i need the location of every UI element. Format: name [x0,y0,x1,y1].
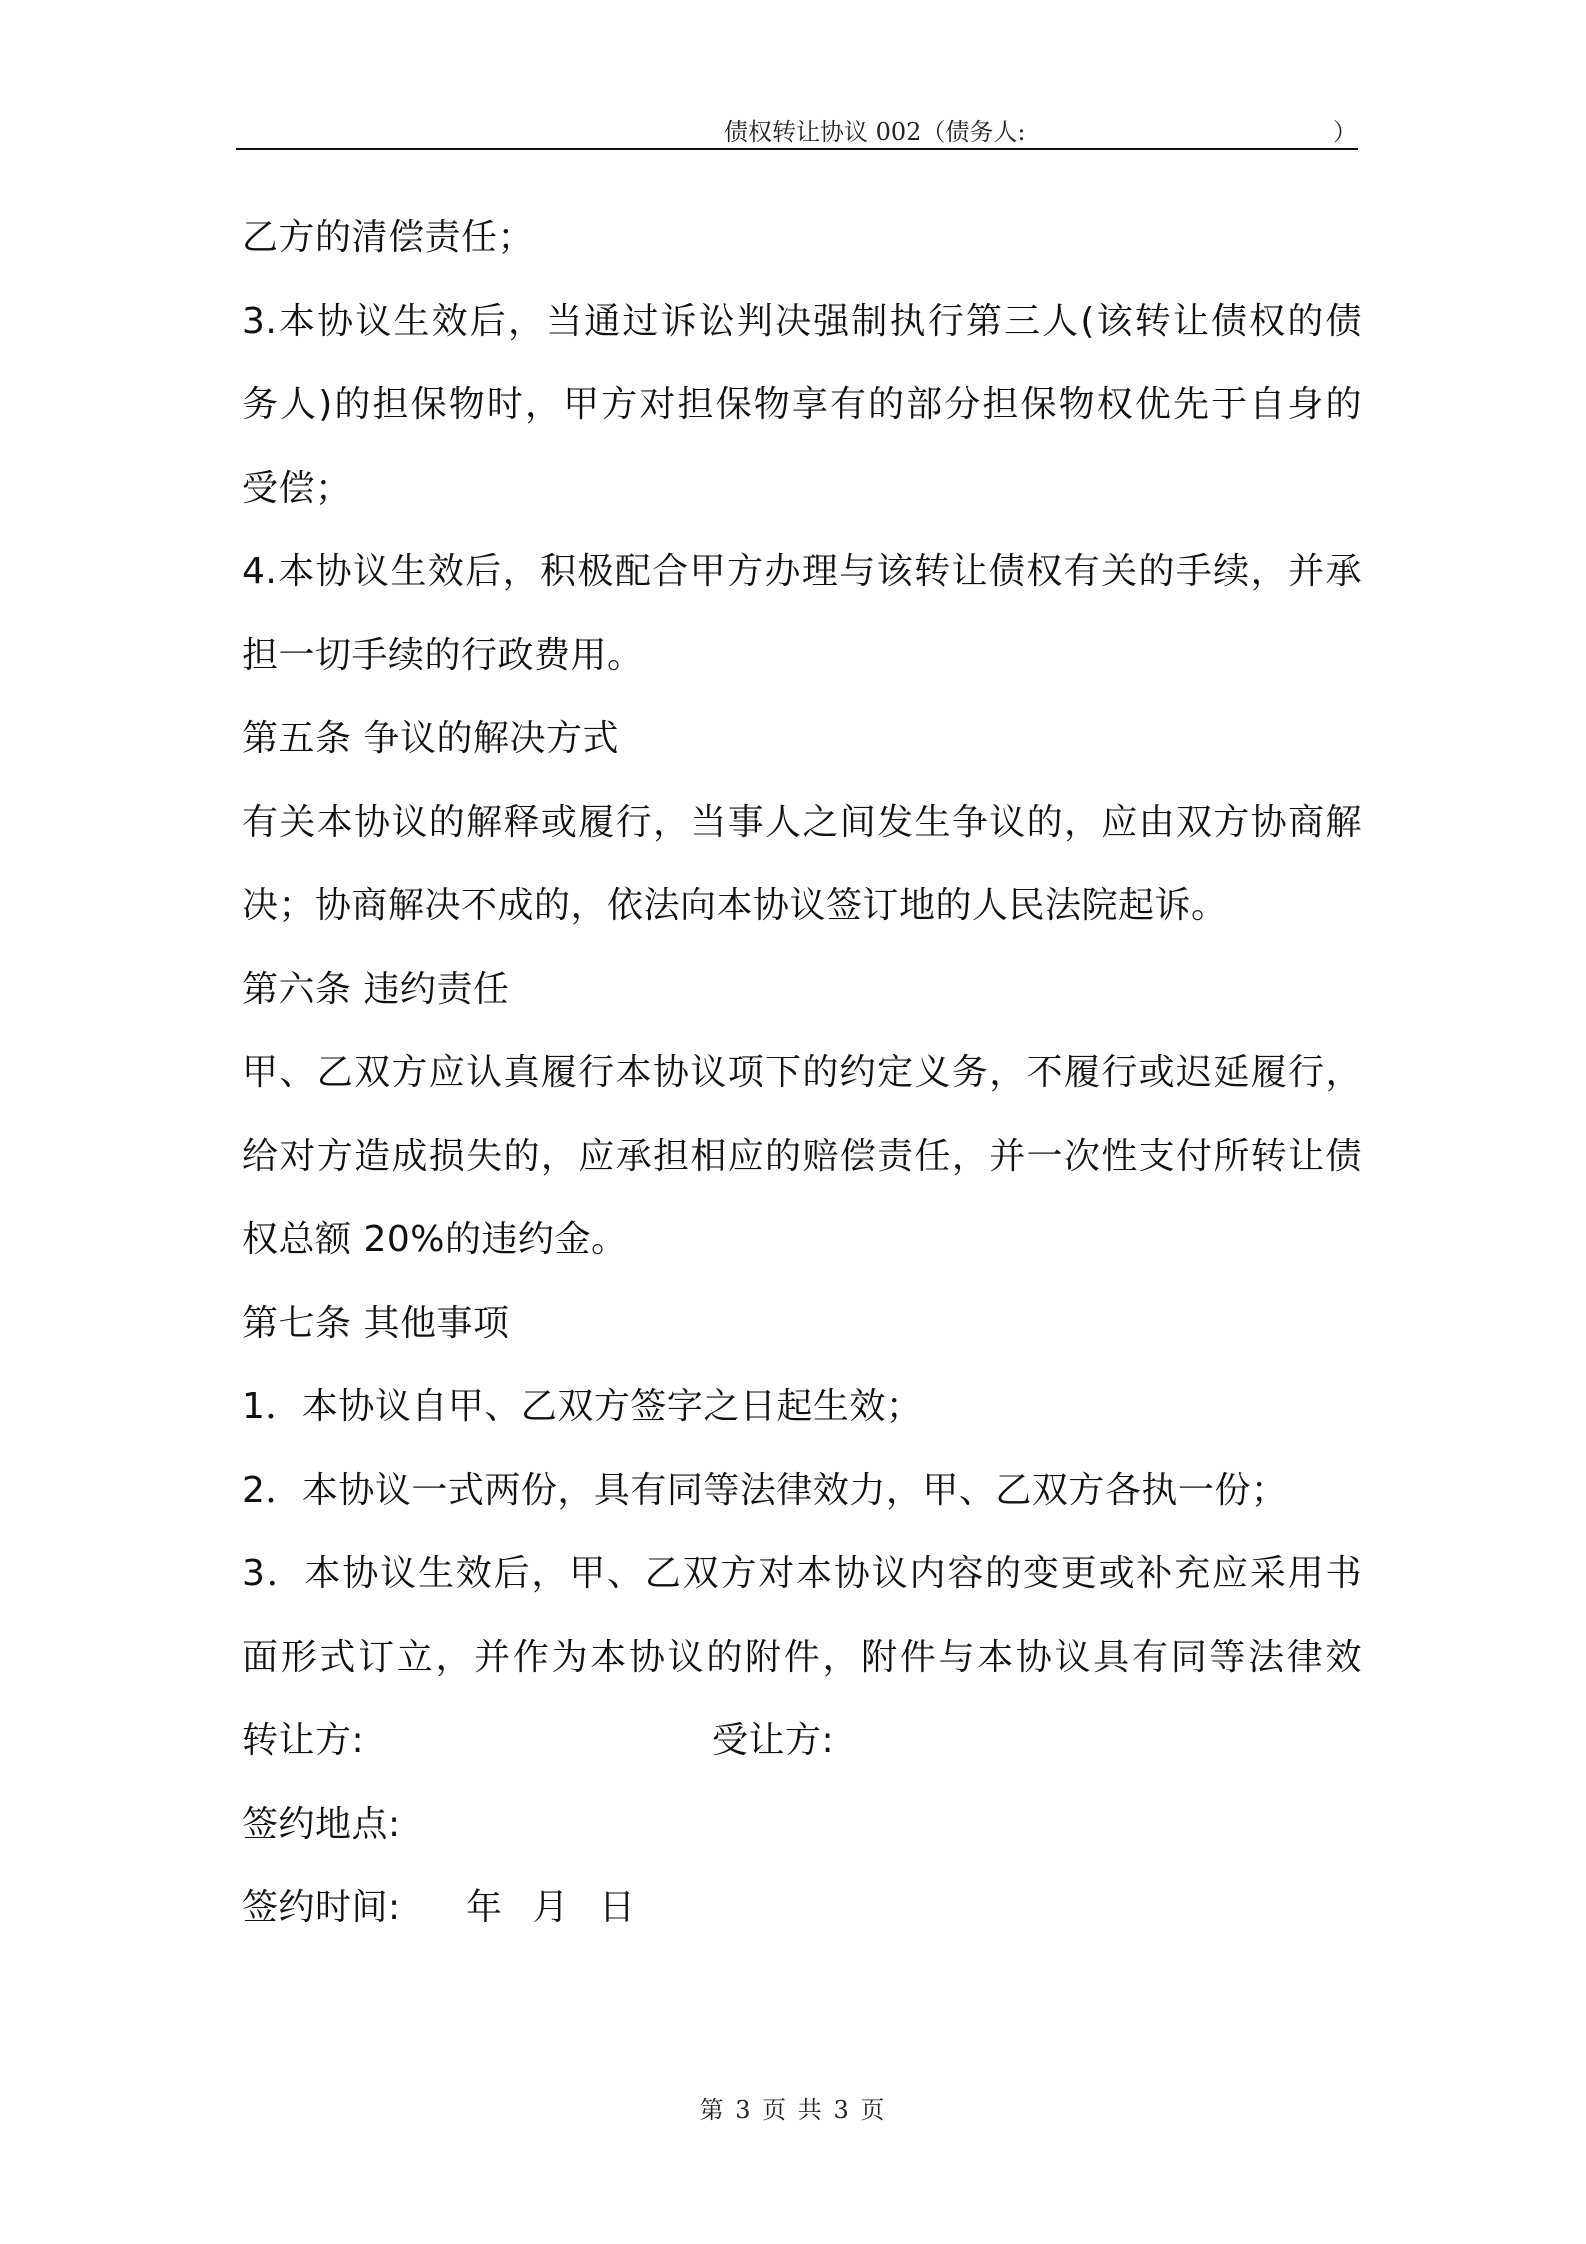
header-title: 债权转让协议 002（债务人: [724,118,1026,146]
date-day: 日 [598,1887,636,1928]
agreement-line: 3．本协议生效后，甲、乙双方对本协议内容的变更或补充应采用书 [242,1553,1362,1594]
agreement-line: 务人)的担保物时，甲方对担保物享有的部分担保物权优先于自身的 [242,384,1362,425]
party-signature-row [242,1699,1362,1783]
agreement-line: 面形式订立，并作为本协议的附件，附件与本协议具有同等法律效 [242,1636,1362,1678]
agreement-line: 甲、乙双方应认真履行本协议项下的约定义务，不履行或迟延履行， [242,1052,1362,1093]
agreement-line: 乙方的清偿责任； [242,217,535,258]
page-footer: 第 3 页 共 3 页 [699,2096,887,2124]
agreement-line: 1．本协议自甲、乙双方签字之日起生效； [242,1386,923,1427]
agreement-line: 有关本协议的解释或履行，当事人之间发生争议的，应由双方协商解 [242,801,1362,843]
signing-place-label: 签约地点: [242,1803,401,1845]
transferee-label: 受让方: [712,1720,835,1761]
agreement-line: 第六条 违约责任 [242,968,510,1010]
agreement-line: 担一切手续的行政费用。 [242,634,644,676]
agreement-line: 给对方造成损失的，应承担相应的赔偿责任，并一次性支付所转让债 [242,1135,1362,1177]
page-header [236,108,1358,150]
agreement-line: 决；协商解决不成的，依法向本协议签订地的人民法院起诉。 [242,885,1228,926]
agreement-line: 第五条 争议的解决方式 [242,718,619,759]
signing-place-row [242,1783,1362,1867]
date-month: 月 [532,1887,569,1928]
date-year: 年 [466,1887,503,1928]
agreement-line: 3.本协议生效后，当通过诉讼判决强制执行第三人(该转让债权的债 [242,300,1362,342]
signing-time-row [242,1866,1362,1950]
header-close-paren: ） [1333,118,1357,146]
agreement-line: 权总额 20%的违约金。 [242,1219,628,1260]
agreement-line: 受偿； [242,467,352,509]
agreement-lines [242,196,1362,1699]
agreement-line: 4.本协议生效后，积极配合甲方办理与该转让债权有关的手续，并承 [242,551,1362,592]
agreement-body [242,196,1362,1950]
transferor-label: 转让方: [242,1720,365,1761]
agreement-line: 2．本协议一式两份，具有同等法律效力，甲、乙双方各执一份； [242,1469,1288,1511]
signing-date [466,1866,653,1950]
agreement-line: 第七条 其他事项 [242,1302,510,1344]
signing-time-label: 签约时间: [242,1887,401,1928]
